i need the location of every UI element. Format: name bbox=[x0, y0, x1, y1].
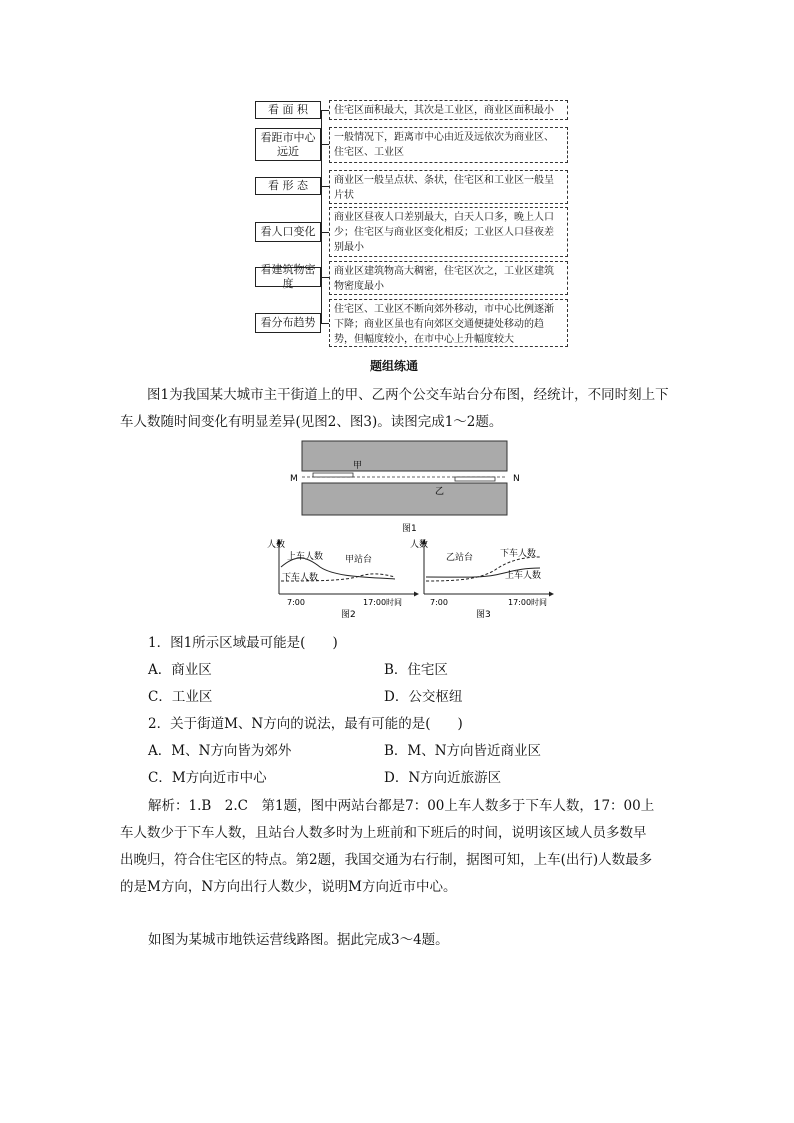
connector bbox=[321, 323, 329, 324]
figure-2-caption: 图2 bbox=[341, 610, 356, 620]
answer-line: 解析：1.B 2.C 第1题，图中两站台都是7：00上车人数多于下车人数，17：00上 bbox=[148, 798, 655, 814]
summary-label-area: 看 面 积 bbox=[255, 101, 321, 119]
summary-desc-density: 商业区建筑物高大稠密，住宅区次之，工业区建筑物密度最小 bbox=[329, 261, 568, 295]
question-2-stem: 2．关于街道M、N方向的说法，最有可能的是( ) bbox=[148, 716, 463, 732]
connector bbox=[321, 110, 329, 111]
boarding-label: 上车人数 bbox=[505, 571, 542, 581]
connector bbox=[321, 186, 329, 187]
answer-line: 车人数少于下车人数，且站台人数多时为上班前和下班后的时间，说明该区域人员多数早 bbox=[120, 825, 647, 841]
street-block-top bbox=[302, 441, 507, 471]
section-title: 题组练通 bbox=[370, 359, 419, 373]
label-jia: 甲 bbox=[353, 461, 363, 471]
y-axis-label: 人数 bbox=[410, 540, 429, 550]
question-1-option-c: C．工业区 bbox=[148, 689, 213, 705]
label-n: N bbox=[513, 474, 520, 484]
question-2-option-a: A．M、N方向皆为郊外 bbox=[148, 743, 292, 759]
y-axis-label: 人数 bbox=[267, 540, 286, 550]
answer-line: 出晚归，符合住宅区的特点。第2题，我国交通为右行制，据图可知，上车(出行)人数最多 bbox=[120, 852, 653, 868]
question-intro: 图1为我国某大城市主干街道上的甲、乙两个公交车站台分布图，经统计，不同时刻上下车人数随时间变化有明显差异(见图2、图3)。读图完成1～2题。 bbox=[120, 387, 669, 430]
boarding-label: 上车人数 bbox=[287, 552, 324, 562]
summary-label-trend: 看分布趋势 bbox=[255, 313, 321, 333]
question-1-option-b: B．住宅区 bbox=[384, 662, 448, 678]
summary-desc-population: 商业区昼夜人口差别最大，白天人口多，晚上人口少；住宅区与商业区变化相反；工业区人口昼夜差别最小 bbox=[329, 207, 568, 257]
figure-3-chart bbox=[410, 535, 560, 621]
summary-desc-shape: 商业区一般呈点状、条状，住宅区和工业区一般呈片状 bbox=[329, 170, 568, 204]
figure-3-caption: 图3 bbox=[476, 610, 491, 620]
figure-2-chart bbox=[265, 535, 425, 621]
next-question-intro: 如图为某城市地铁运营线路图。据此完成3～4题。 bbox=[148, 932, 449, 948]
summary-desc-area: 住宅区面积最大，其次是工业区，商业区面积最小 bbox=[329, 100, 568, 120]
question-2-option-b: B．M、N方向皆近商业区 bbox=[384, 743, 542, 759]
connector bbox=[321, 144, 329, 145]
summary-label-population: 看人口变化 bbox=[255, 222, 321, 242]
label-yi: 乙 bbox=[435, 487, 445, 497]
question-2-option-d: D．N方向近旅游区 bbox=[384, 770, 502, 786]
street-block-bottom bbox=[302, 483, 507, 515]
tick-7: 7:00 bbox=[430, 598, 448, 607]
figure-1-caption: 图1 bbox=[402, 524, 417, 533]
question-1-stem: 1．图1所示区域最可能是( ) bbox=[148, 635, 338, 651]
bus-stop-yi bbox=[455, 477, 495, 481]
station-label: 乙站台 bbox=[446, 553, 474, 563]
alighting-label: 下车人数 bbox=[282, 573, 319, 583]
question-2-option-c: C．M方向近市中心 bbox=[148, 770, 267, 786]
summary-desc-distance: 一般情况下，距离市中心由近及远依次为商业区、住宅区、工业区 bbox=[329, 127, 568, 163]
answer-line: 的是M方向，N方向出行人数少，说明M方向近市中心。 bbox=[120, 879, 457, 895]
summary-bracket-line bbox=[321, 110, 322, 323]
summary-label-distance: 看距市中心远近 bbox=[255, 128, 321, 161]
station-label: 甲站台 bbox=[345, 555, 373, 565]
connector bbox=[321, 277, 329, 278]
summary-label-shape: 看 形 态 bbox=[255, 177, 321, 195]
connector bbox=[321, 232, 329, 233]
question-1-option-a: A．商业区 bbox=[148, 662, 212, 678]
bus-stop-jia bbox=[313, 473, 353, 477]
label-m: M bbox=[290, 474, 298, 484]
summary-desc-trend: 住宅区、工业区不断向郊外移动，市中心比例逐渐下降；商业区虽也有向郊区交通便捷处移动的趋势，但幅度较小，在市中心上升幅度较大 bbox=[329, 299, 568, 347]
question-1-option-d: D．公交枢纽 bbox=[384, 689, 463, 705]
figure-1-street bbox=[285, 438, 530, 533]
tick-7: 7:00 bbox=[287, 598, 305, 607]
alighting-label: 下车人数 bbox=[500, 549, 537, 559]
tick-17: 17:00时间 bbox=[508, 598, 548, 607]
x-axis-arrow bbox=[549, 592, 554, 597]
tick-17: 17:00时间 bbox=[363, 598, 403, 607]
summary-label-density: 看建筑物密度 bbox=[255, 267, 321, 287]
